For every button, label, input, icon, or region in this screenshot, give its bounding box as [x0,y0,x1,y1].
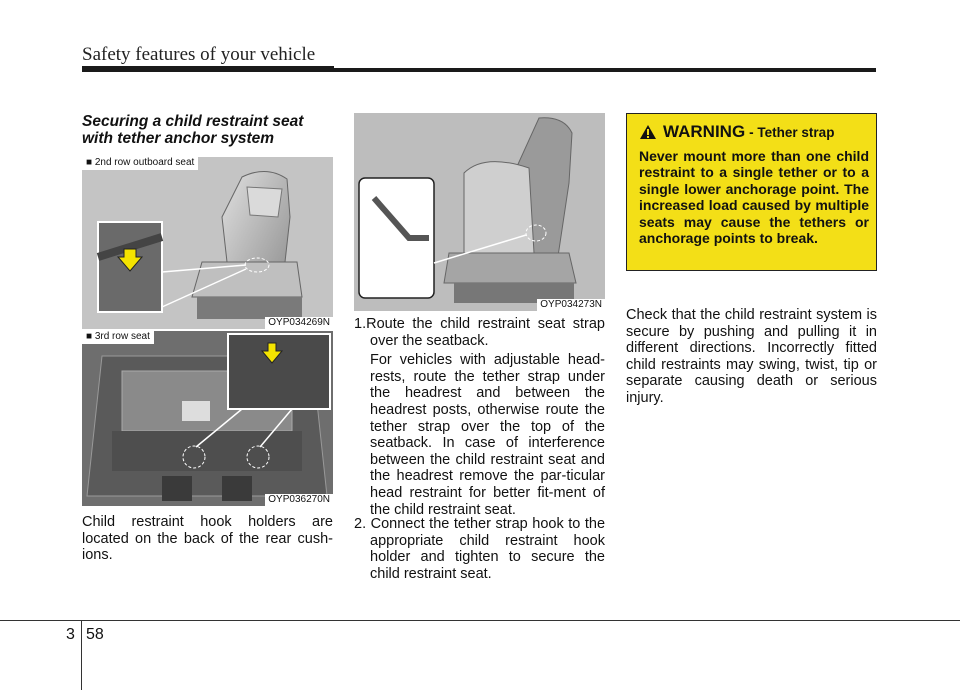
seat-illustration [82,157,333,329]
step-1 [354,316,605,518]
warning-header [639,122,834,142]
figure-label: ■ 3rd row seat [82,331,154,344]
step-1-detail: For vehicles with adjustable head-rests, route the tether strap under the headrest and between the headrest posts, otherwise route the tether strap over the top of the seatback. In case of interference between the child restraint seat and the headrest remove the par-ticular head restraint for better fit-ment of the child restraint seat. [370,352,605,518]
warning-subtitle: - Tether strap [749,124,835,140]
warning-title: WARNING [663,122,746,141]
warning-box [626,113,877,271]
section-title [82,113,333,147]
column-1 [82,113,333,147]
footer-section-number: 3 [66,626,75,643]
step-1-number: 1. [354,316,367,332]
section-title-line1: Securing a child restraint seat [82,113,304,130]
page-header-title: Safety features of your vehicle [82,44,316,65]
footer-rule [0,620,960,621]
warning-triangle-icon [639,124,657,140]
figure-3rd-row-seat [82,331,333,506]
figure-label: ■ 2nd row outboard seat [82,157,198,170]
figure-code: OYP034273N [537,299,605,311]
step-1-text: Route the child restraint seat strap over the seatback. [366,316,605,349]
section-title-line2: with tether anchor system [82,130,275,147]
step-2 [354,516,605,582]
figure-code: OYP034269N [265,317,333,329]
footer-divider [81,620,82,690]
figure-2nd-row-seat [82,157,333,329]
paragraph-hook-holders: Child restraint hook holders are located on the back of the rear cush-ions. [82,514,333,564]
cargo-illustration [82,331,333,506]
child-seat-illustration [354,113,605,311]
step-2-number: 2. [354,516,367,532]
warning-text: Never mount more than one child restraint to a single tether or to a single lower anchorage point. The increased load caused by multiple seats may cause the tethers or anchorage points to break. [639,148,869,247]
figure-child-seat [354,113,605,311]
footer-page-number: 58 [86,626,104,643]
header-rule [82,68,876,72]
step-2-text: Connect the tether strap hook to the appropriate child restraint hook holder and tighten to secure the child restraint seat. [370,516,606,582]
figure-code: OYP036270N [265,494,333,506]
paragraph-check-restraint: Check that the child restraint system is secure by pushing and pulling it in different directions. Incorrectly fitted child restraints may swing, twist, tip or separate causing death or serious injury. [626,307,877,406]
